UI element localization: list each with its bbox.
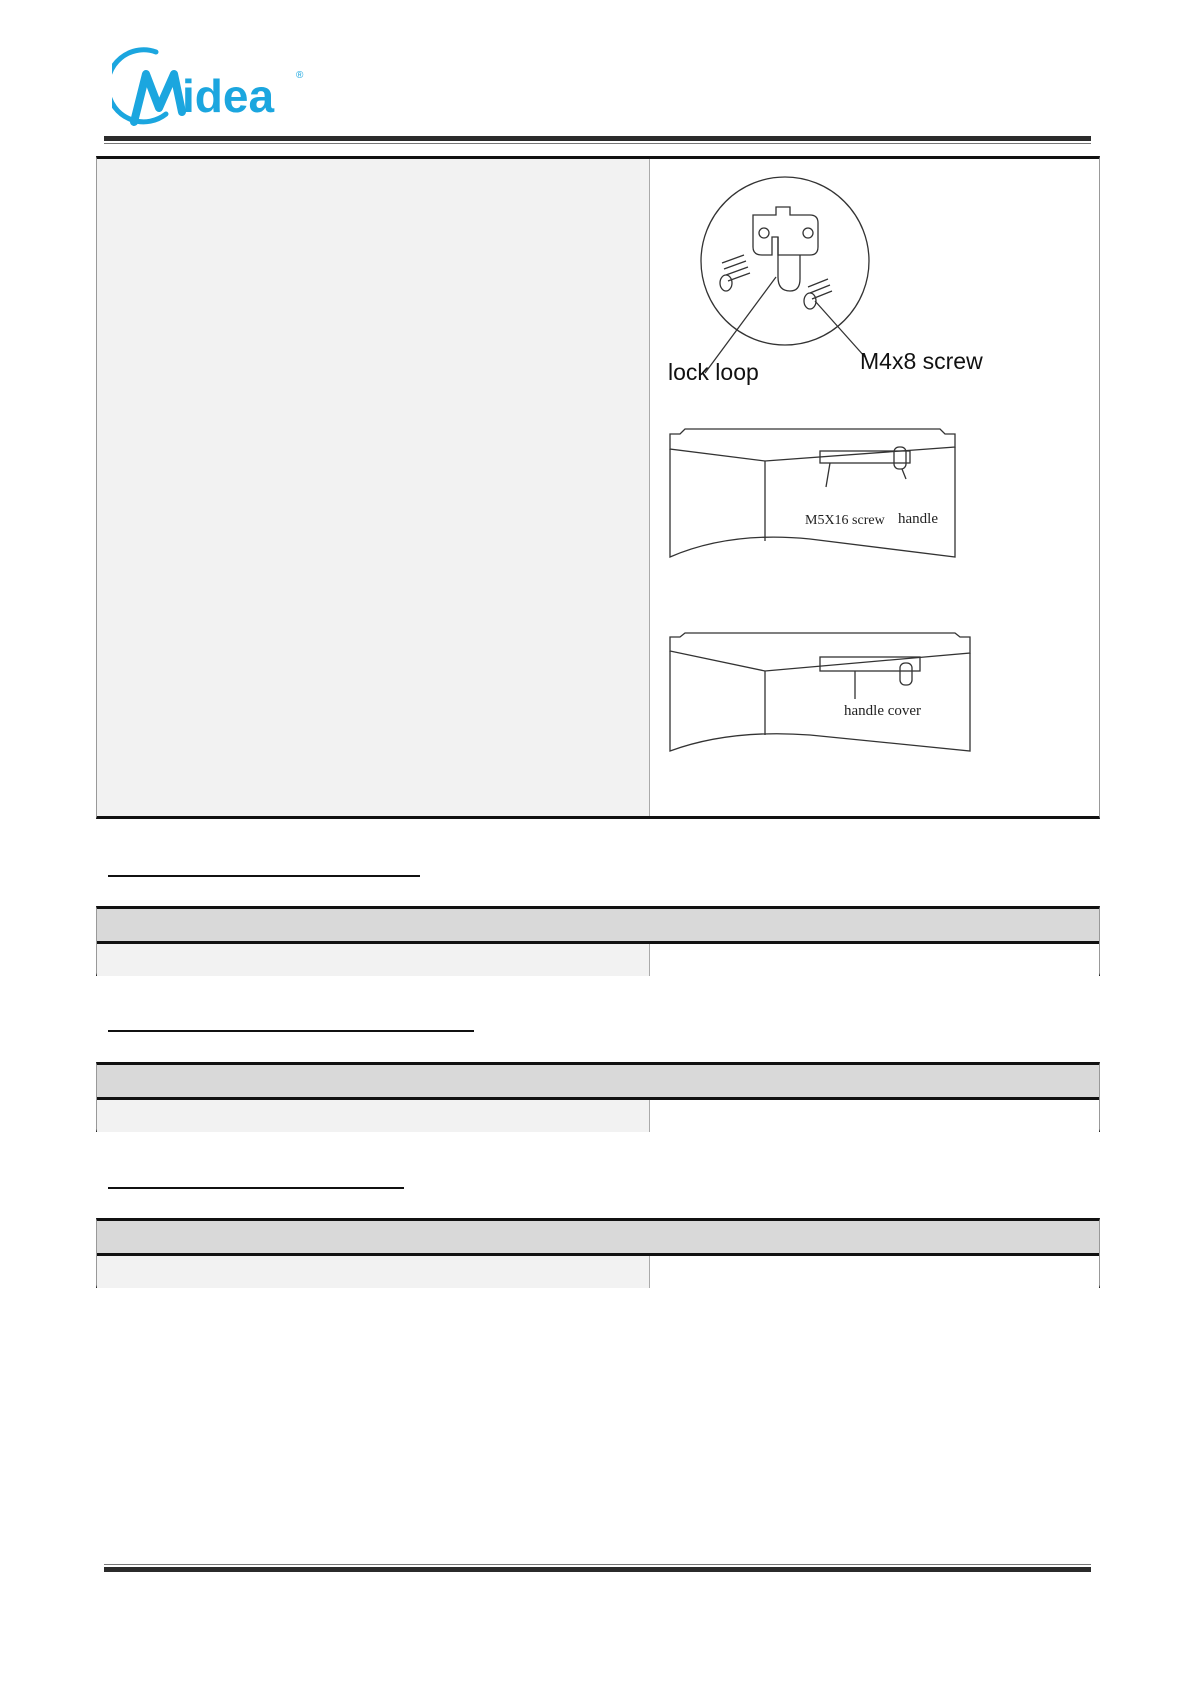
illustration-cell bbox=[650, 159, 1099, 816]
table-1-header bbox=[97, 909, 1099, 944]
freezer1-body bbox=[670, 447, 955, 557]
table-1 bbox=[96, 906, 1100, 976]
header-rule bbox=[104, 136, 1091, 144]
installation-panel bbox=[96, 156, 1100, 819]
m5x16-screw-label: M5X16 screw bbox=[805, 513, 885, 528]
lock-loop-label: lock loop bbox=[668, 359, 759, 385]
footer-rule bbox=[104, 1564, 1091, 1572]
table-1-row bbox=[97, 944, 1099, 976]
table-1-cell-right bbox=[650, 944, 1099, 976]
table-2-row bbox=[97, 1100, 1099, 1132]
table-1-cell-left bbox=[97, 944, 650, 976]
table-3-row bbox=[97, 1256, 1099, 1288]
screw-left bbox=[722, 255, 750, 281]
table-2-cell-left bbox=[97, 1100, 650, 1132]
registered-mark: ® bbox=[296, 70, 304, 81]
table-2-header bbox=[97, 1065, 1099, 1100]
instruction-text-cell bbox=[97, 159, 650, 816]
table-3 bbox=[96, 1218, 1100, 1288]
table-3-header bbox=[97, 1221, 1099, 1256]
lock-loop-hook bbox=[778, 237, 800, 291]
section-2-heading-underline bbox=[108, 1030, 474, 1032]
handle-cover-label: handle cover bbox=[844, 703, 922, 719]
m4x8-screw-label: M4x8 screw bbox=[860, 348, 983, 374]
section-3-heading-underline bbox=[108, 1187, 404, 1189]
handle-label: handle bbox=[898, 511, 938, 527]
table-3-cell-right bbox=[650, 1256, 1099, 1288]
freezer1-lid bbox=[670, 429, 955, 461]
table-2-cell-right bbox=[650, 1100, 1099, 1132]
screw-right bbox=[808, 279, 832, 299]
section-1-heading-underline bbox=[108, 875, 420, 877]
lock-loop-bracket bbox=[753, 207, 818, 255]
table-3-cell-left bbox=[97, 1256, 650, 1288]
brand-name: idea bbox=[182, 70, 275, 122]
table-2 bbox=[96, 1062, 1100, 1132]
midea-logo bbox=[112, 44, 312, 128]
